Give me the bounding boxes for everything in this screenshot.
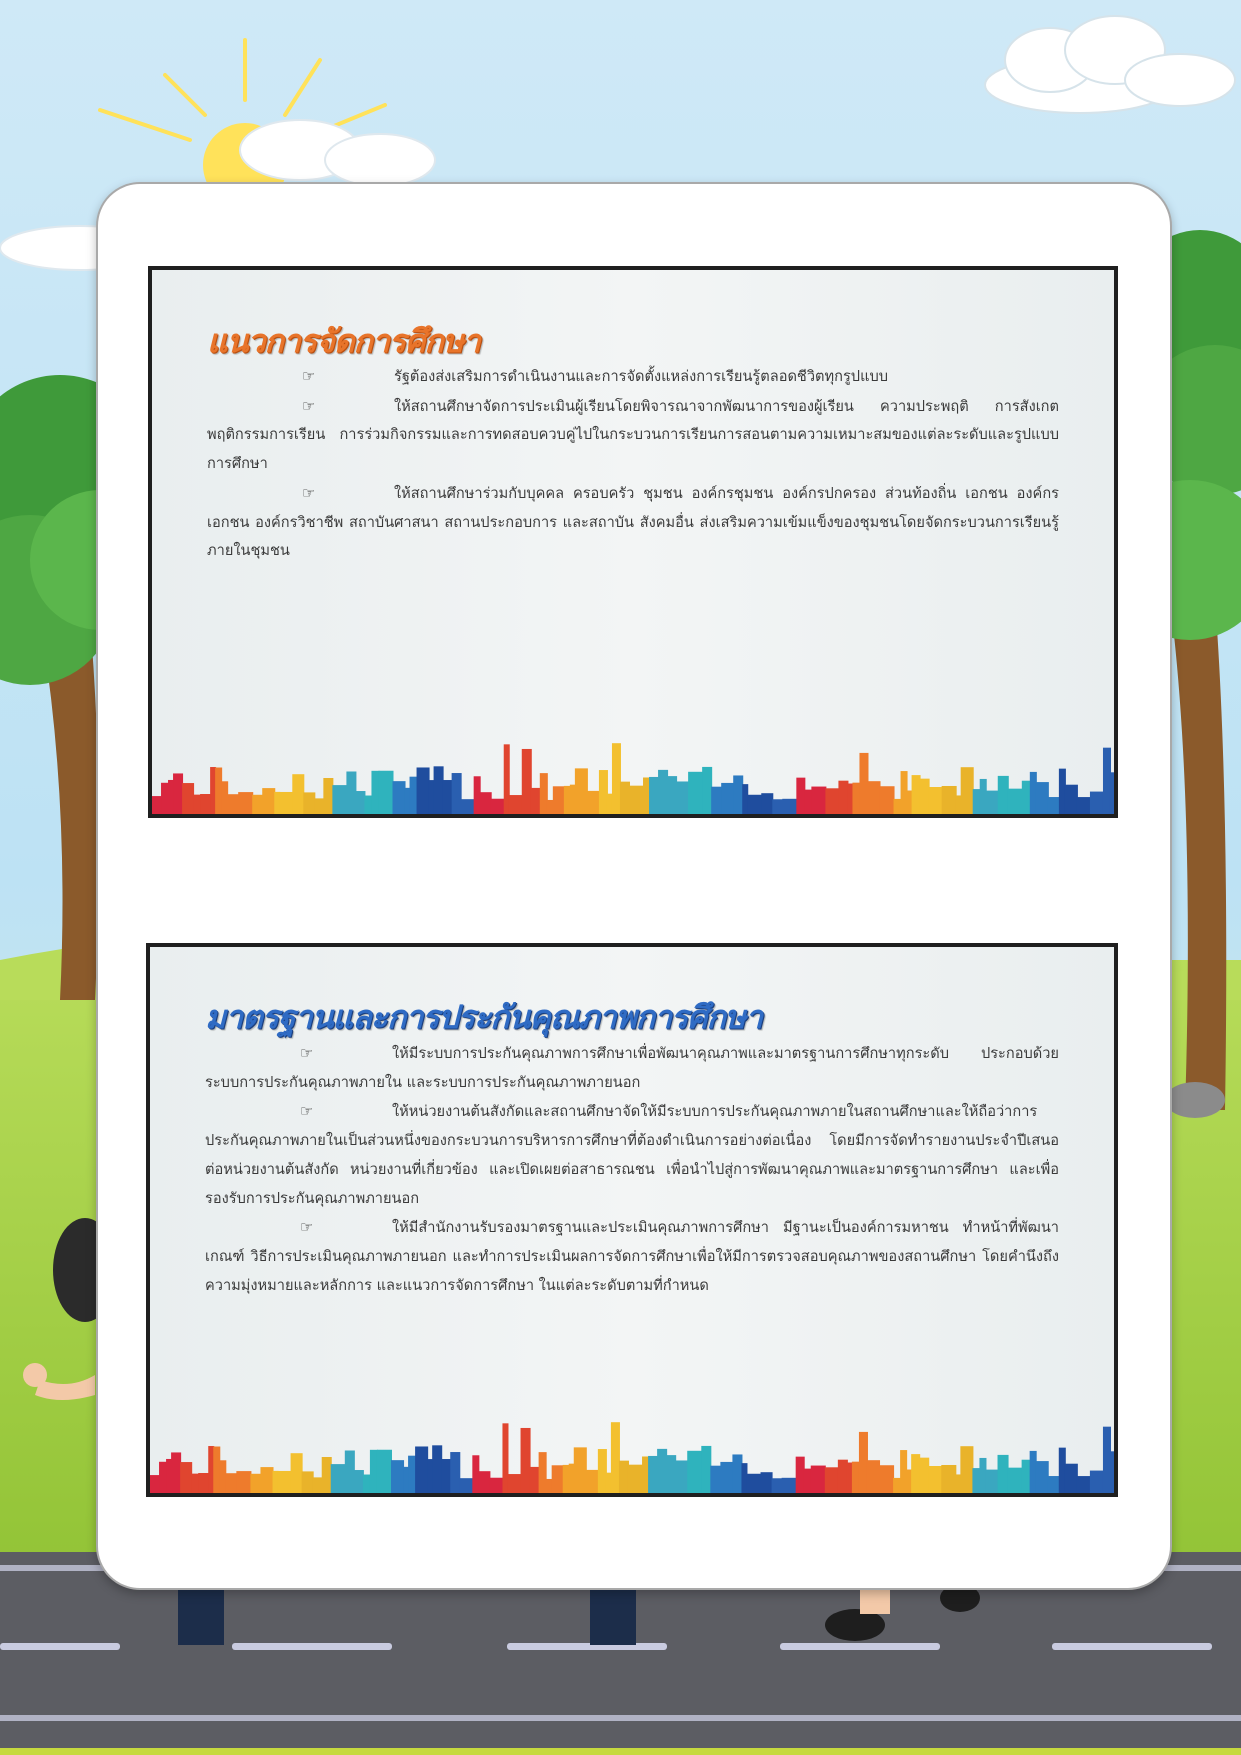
skyline-building	[546, 1479, 553, 1493]
slide-body	[207, 362, 1059, 566]
skyline-building	[450, 1452, 460, 1493]
skyline-building	[747, 795, 762, 814]
skyline-building	[586, 1470, 599, 1493]
skyline-building	[443, 780, 453, 814]
skyline-building	[191, 1474, 199, 1493]
skyline-building	[302, 1471, 314, 1493]
skyline-building	[262, 788, 275, 814]
skyline-building	[1059, 1448, 1066, 1493]
pointing-hand-icon: ☞	[302, 483, 316, 502]
skyline-building	[213, 1447, 220, 1493]
skyline-building	[979, 1458, 986, 1493]
skyline-building	[721, 783, 734, 814]
skyline-building	[941, 1465, 956, 1493]
pointing-hand-icon: ☞	[300, 1218, 314, 1237]
skyline-building	[461, 799, 475, 814]
skyline-building	[489, 1478, 503, 1493]
skyline-building	[236, 1471, 251, 1493]
skyline-building	[1103, 748, 1111, 814]
skyline-building	[711, 787, 722, 814]
skyline-building	[852, 783, 860, 814]
skyline-building	[152, 796, 162, 814]
skyline-building	[391, 1460, 404, 1493]
skyline-building	[564, 786, 571, 814]
skyline-building	[313, 1477, 323, 1493]
skyline-building	[215, 768, 222, 814]
skyline-building	[180, 1462, 192, 1493]
skyline-building	[667, 776, 677, 814]
skyline-building	[371, 771, 379, 814]
skyline-building	[491, 799, 505, 814]
skyline-building	[563, 1465, 570, 1493]
skyline-building	[942, 786, 957, 814]
skyline-building	[676, 781, 689, 814]
skyline-building	[986, 791, 999, 814]
pointing-hand-icon: ☞	[300, 1044, 314, 1062]
skyline-building	[408, 1456, 416, 1493]
skyline-building	[1036, 782, 1049, 814]
skyline-building	[227, 794, 239, 814]
skyline-building	[782, 1478, 797, 1493]
skyline-building	[1103, 1427, 1111, 1493]
skyline-building	[1048, 797, 1060, 814]
skyline-building	[960, 1446, 973, 1493]
skyline-building	[859, 753, 868, 814]
skyline-building	[825, 1467, 839, 1493]
skyline-building	[225, 1473, 237, 1493]
skyline-building	[531, 788, 541, 814]
skyline-building	[1022, 781, 1031, 814]
skyline-building	[474, 776, 481, 814]
skyline-building	[441, 1459, 451, 1493]
skyline-building	[761, 1472, 773, 1493]
skyline-building	[761, 793, 773, 814]
skyline-building	[575, 768, 588, 814]
skyline-building	[911, 1454, 920, 1493]
skyline-building	[1110, 1451, 1114, 1493]
skyline-building	[346, 771, 356, 814]
skyline-building	[547, 800, 554, 814]
paragraph-text: ให้หน่วยงานต้นสังกัดและสถานศึกษาจัดให้มีระบบการประกันคุณภาพภายในสถานศึกษาและให้ถือว่าการประกันคุณภาพภายในเป็นส่วนหนึ่งของกระบวนการบริหารการศึกษาที่ต้องดำเนินการอย่างต่อเนื่อง โดยมีการจัดทำรายงานประจำปีเสนอต่อหน่วยงานต้นสังกัด หน่วยงานที่เกี่ยวข้อง และเปิดเผยต่อสาธารณชน เพื่อนำไปสู่การพัฒนาคุณภาพและมาตรฐานการศึกษา และเพื่อรองรับการประกันคุณภาพภายนอก	[205, 1103, 1059, 1207]
skyline-building	[859, 1432, 868, 1493]
skyline-building	[522, 749, 532, 814]
skyline-building	[363, 1475, 371, 1493]
skyline-building	[961, 767, 974, 814]
paragraph-text: ให้มีสำนักงานรับรองมาตรฐานและประเมินคุณภาพการศึกษา มีฐานะเป็นองค์การมหาชน ทำหน้าที่พัฒนาเกณฑ์ วิธีการประเมินคุณภาพภายนอก และทำการประเมินผลการจัดการศึกษาเพื่อให้มีการตรวจสอบคุณภาพของสถานศึกษา โดยคำนึงถึงความมุ่งหมายและหลักการ และแนวการจัดการศึกษา ในแต่ละระดับตามที่กำหนด	[205, 1219, 1059, 1294]
skyline-building	[919, 1458, 929, 1493]
skyline-building	[354, 1470, 364, 1493]
skyline-building	[159, 1462, 167, 1493]
skyline-building	[772, 799, 783, 814]
skyline-building	[322, 1457, 332, 1493]
skyline-building	[825, 788, 839, 814]
skyline-building	[772, 1478, 783, 1493]
skyline-building	[252, 795, 263, 814]
skyline-building	[929, 787, 943, 814]
skyline-building	[1090, 1471, 1104, 1493]
skyline-building	[687, 1451, 702, 1493]
skyline-building	[260, 1467, 273, 1493]
skyline-building	[370, 1450, 378, 1493]
skyline-building	[675, 1460, 688, 1493]
paragraph-text: ให้สถานศึกษาร่วมกับบุคคล ครอบครัว ชุมชน องค์กรชุมชน องค์กรปกครอง ส่วนท้องถิ่น เอกชน องค์กรเอกชน องค์กรวิชาชีพ สถาบันศาสนา สถานประกอบการ และสถาบัน สังคมอื่น ส่งเสริมความเข้มแข็งของชุมชนโดยจัดกระบวนการเรียนรู้ภายในชุมชน	[207, 484, 1059, 560]
skyline-building	[250, 1474, 261, 1493]
skyline-building	[364, 796, 372, 814]
skyline-building	[598, 1449, 607, 1493]
skyline-building	[415, 1446, 428, 1493]
skyline-building	[303, 792, 315, 814]
skyline-building	[161, 783, 169, 814]
slide-body	[205, 1039, 1059, 1300]
skyline-building	[509, 795, 523, 814]
skyline-building	[649, 777, 659, 814]
skyline-building	[658, 770, 668, 814]
skyline-building	[182, 783, 194, 814]
skyline-building	[811, 1466, 826, 1493]
skyline-building	[291, 1453, 303, 1493]
skyline-building	[643, 777, 650, 814]
skyline-building	[198, 1473, 209, 1493]
skyline-building	[920, 779, 930, 814]
skyline-building	[782, 799, 797, 814]
skyline-building	[378, 771, 393, 814]
skyline-building	[507, 1474, 521, 1493]
skyline-building	[804, 1469, 812, 1493]
skyline-building	[720, 1462, 733, 1493]
skyline-building	[811, 787, 826, 814]
skyline-building	[732, 1454, 742, 1493]
skyline-building	[894, 799, 902, 814]
skyline-building	[1030, 1451, 1037, 1493]
skyline-building	[928, 1466, 942, 1493]
skyline-building	[867, 781, 880, 814]
skyline-building	[221, 781, 228, 814]
skyline-building	[710, 1466, 721, 1493]
paragraph-text: รัฐต้องส่งเสริมการดำเนินงานและการจัดตั้งแหล่งการเรียนรู้ตลอดชีวิตทุกรูปแบบ	[394, 368, 888, 385]
skyline-building	[480, 792, 492, 814]
slide-quality-assurance	[146, 943, 1118, 1497]
skyline-building	[552, 1465, 564, 1493]
skyline-building	[200, 794, 211, 814]
skyline-building	[901, 771, 908, 814]
skyline-building	[238, 792, 253, 814]
skyline-building	[1065, 785, 1078, 814]
skyline-building	[539, 1452, 547, 1493]
skyline-building	[574, 1447, 587, 1493]
city-skyline-decoration	[152, 734, 1114, 814]
skyline-building	[1022, 1460, 1031, 1493]
skyline-building	[171, 1452, 181, 1493]
skyline-building	[620, 782, 630, 814]
skyline-building	[1077, 1476, 1091, 1493]
skyline-building	[599, 770, 608, 814]
skyline-building	[867, 1460, 880, 1493]
skyline-building	[611, 1422, 620, 1493]
skyline-building	[688, 772, 703, 814]
skyline-building	[612, 743, 621, 814]
skyline-building	[521, 1428, 531, 1493]
skyline-building	[1110, 772, 1114, 814]
paragraph	[207, 479, 1059, 566]
skyline-building	[628, 1465, 643, 1493]
slide-title: แนวการจัดการศึกษา	[207, 322, 480, 360]
city-skyline-decoration	[150, 1413, 1114, 1493]
skyline-building	[998, 776, 1009, 814]
skyline-building	[355, 791, 365, 814]
skyline-building	[278, 1471, 292, 1493]
skyline-building	[980, 779, 987, 814]
skyline-building	[796, 778, 805, 814]
skyline-building	[642, 1456, 649, 1493]
skyline-building	[393, 781, 406, 814]
skyline-building	[796, 1457, 805, 1493]
skyline-building	[619, 1461, 629, 1493]
skyline-building	[657, 1449, 667, 1493]
paragraph	[207, 362, 1059, 392]
skyline-building	[173, 773, 183, 814]
skyline-building	[893, 1478, 901, 1493]
skyline-building	[879, 1465, 894, 1493]
skyline-building	[733, 775, 743, 814]
skyline-building	[1008, 1468, 1023, 1493]
skyline-building	[193, 795, 201, 814]
skyline-building	[900, 1450, 907, 1493]
skyline-building	[746, 1474, 761, 1493]
skyline-building	[838, 781, 848, 814]
skyline-building	[331, 1464, 346, 1493]
skyline-building	[912, 775, 921, 814]
skyline-building	[332, 785, 347, 814]
skyline-building	[587, 791, 600, 814]
skyline-building	[540, 773, 548, 814]
skyline-building	[804, 790, 812, 814]
skyline-building	[998, 1455, 1009, 1493]
skyline-building	[417, 767, 430, 814]
skyline-building	[1008, 789, 1023, 814]
skyline-building	[973, 789, 981, 814]
pointing-hand-icon: ☞	[302, 367, 316, 385]
paragraph-text: ให้สถานศึกษาจัดการประเมินผู้เรียนโดยพิจารณาจากพัฒนาการของผู้เรียน ความประพฤติ การสังเกตพฤติกรรมการเรียน การร่วมกิจกรรมและการทดสอบควบคู่ไปในกระบวนการเรียนการสอนตามความเหมาะสมของแต่ละระดับและรูปแบบการศึกษา	[207, 397, 1059, 473]
skyline-building	[452, 773, 462, 814]
skyline-building	[972, 1468, 980, 1493]
skyline-building	[1048, 1476, 1060, 1493]
pointing-hand-icon: ☞	[302, 396, 316, 415]
skyline-building	[279, 792, 293, 814]
skyline-building	[1036, 1461, 1049, 1493]
paragraph	[205, 1213, 1059, 1300]
rock-icon	[1165, 1082, 1225, 1118]
skyline-building	[1090, 792, 1104, 814]
skyline-building	[377, 1450, 392, 1493]
skyline-building	[314, 798, 324, 814]
skyline-building	[530, 1467, 540, 1493]
paragraph	[207, 392, 1059, 479]
skyline-building	[1065, 1464, 1078, 1493]
skyline-building	[666, 1455, 676, 1493]
skyline-building	[150, 1475, 160, 1493]
skyline-building	[345, 1450, 355, 1493]
skyline-building	[219, 1460, 226, 1493]
skyline-building	[478, 1471, 490, 1493]
skyline-building	[1030, 772, 1037, 814]
skyline-building	[880, 786, 895, 814]
skyline-building	[1059, 769, 1066, 814]
skyline-building	[410, 777, 418, 814]
skyline-building	[629, 786, 644, 814]
skyline-building	[472, 1455, 479, 1493]
paragraph	[205, 1097, 1059, 1213]
skyline-building	[1077, 797, 1091, 814]
paragraph-text: ให้มีระบบการประกันคุณภาพการศึกษาเพื่อพัฒนาคุณภาพและมาตรฐานการศึกษาทุกระดับ ประกอบด้วยระบบการประกันคุณภาพภายใน และระบบการประกันคุณภาพภายนอก	[205, 1045, 1059, 1091]
skyline-building	[434, 766, 444, 814]
skyline-building	[459, 1478, 473, 1493]
pointing-hand-icon: ☞	[300, 1102, 314, 1121]
slide-title: มาตรฐานและการประกันคุณภาพการศึกษา	[205, 998, 762, 1036]
skyline-building	[323, 778, 333, 814]
paragraph	[205, 1039, 1059, 1097]
skyline-building	[553, 786, 565, 814]
skyline-building	[852, 1462, 860, 1493]
skyline-building	[985, 1470, 998, 1493]
skyline-building	[838, 1460, 848, 1493]
skyline-building	[432, 1445, 442, 1493]
skyline-building	[702, 767, 712, 814]
slide-education-guidelines	[148, 266, 1118, 818]
skyline-building	[648, 1456, 658, 1493]
skyline-building	[292, 774, 304, 814]
skyline-building	[701, 1446, 711, 1493]
